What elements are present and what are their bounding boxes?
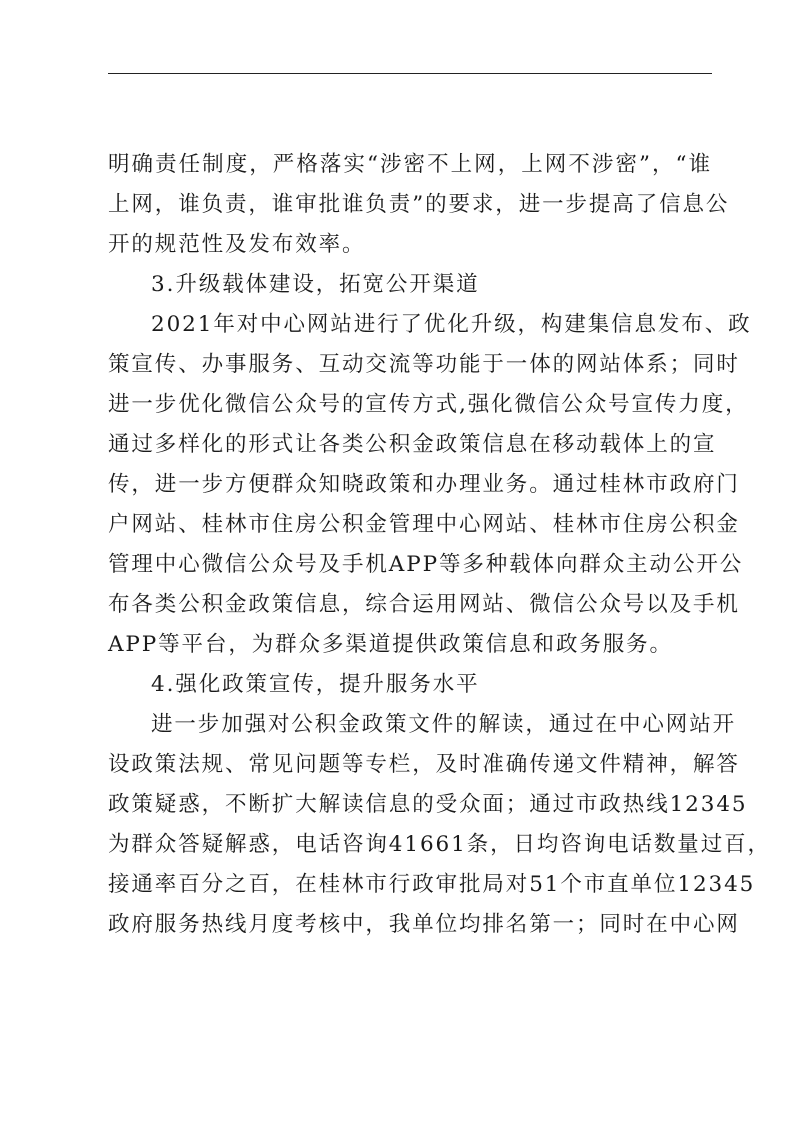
paragraph-policy-publicity (108, 705, 771, 945)
text-line: 设政策法规、常见问题等专栏，及时准确传递文件精神，解答 (108, 752, 740, 777)
text-line: APP等平台，为群众多渠道提供政策信息和政务服务。 (108, 632, 673, 657)
text-line: 开的规范性及发布效率。 (108, 232, 366, 257)
text-line: 进一步加强对公积金政策文件的解读，通过在中心网站开 (151, 712, 737, 737)
text-line: 管理中心微信公众号及手机APP等多种载体向群众主动公开公 (108, 552, 744, 577)
text-line: 户网站、桂林市住房公积金管理中心网站、桂林市住房公积金 (108, 512, 740, 537)
text-line: 2021年对中心网站进行了优化升级，构建集信息发布、政 (151, 312, 752, 337)
paragraph-responsibility-continuation (108, 145, 730, 265)
text-line: 政府服务热线月度考核中，我单位均排名第一；同时在中心网 (108, 912, 740, 937)
text-line: 明确责任制度，严格落实“涉密不上网，上网不涉密”，“谁 (108, 152, 712, 177)
text-line: 为群众答疑解惑，电话咨询41661条，日均咨询电话数量过百， (108, 832, 771, 857)
section-heading-3: 3.升级载体建设，拓宽公开渠道 (151, 272, 480, 297)
text-line: 通过多样化的形式让各类公积金政策信息在移动载体上的宣 (108, 432, 717, 457)
text-line: 政策疑惑，不断扩大解读信息的受众面；通过市政热线12345 (108, 792, 748, 817)
text-line: 进一步优化微信公众号的宣传方式,强化微信公众号宣传力度， (108, 392, 749, 417)
header-rule (108, 73, 712, 74)
section-heading-4: 4.强化政策宣传，提升服务水平 (151, 672, 480, 697)
text-line: 上网，谁负责，谁审批谁负责”的要求，进一步提高了信息公 (108, 192, 730, 217)
text-line: 策宣传、办事服务、互动交流等功能于一体的网站体系；同时 (108, 352, 740, 377)
text-line: 传，进一步方便群众知晓政策和办理业务。通过桂林市政府门 (108, 472, 740, 497)
document-body (108, 145, 771, 945)
text-line: 布各类公积金政策信息，综合运用网站、微信公众号以及手机 (108, 592, 740, 617)
text-line: 接通率百分之百，在桂林市行政审批局对51个市直单位12345 (108, 872, 756, 897)
paragraph-carrier-construction (108, 305, 752, 665)
